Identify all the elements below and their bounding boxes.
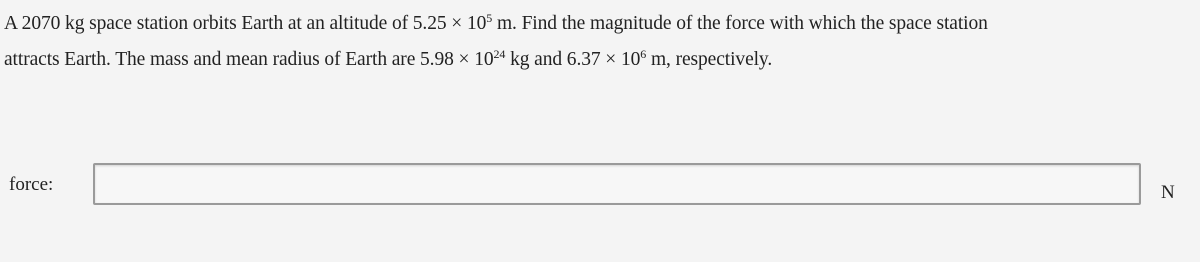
question-line-2-part-1: attracts Earth. The mass and mean radius of Earth are 5.98 × 10 bbox=[4, 49, 494, 70]
question-text bbox=[4, 6, 1198, 78]
exponent-altitude: 5 bbox=[486, 11, 493, 25]
question-line-2-part-3: m, respectively. bbox=[646, 49, 773, 70]
force-label: force: bbox=[9, 174, 54, 195]
force-answer-input[interactable] bbox=[93, 163, 1141, 205]
force-unit: N bbox=[1161, 182, 1175, 203]
question-line-1 bbox=[4, 6, 1198, 42]
question-line-2 bbox=[4, 42, 1198, 78]
exponent-earth-mass: 24 bbox=[493, 47, 506, 61]
question-line-2-part-2: kg and 6.37 × 10 bbox=[505, 49, 641, 70]
question-line-1-part-2: m. Find the magnitude of the force with which the space station bbox=[492, 13, 988, 34]
question-line-1-part-1: A 2070 kg space station orbits Earth at an altitude of 5.25 × 10 bbox=[4, 13, 487, 34]
exponent-earth-radius: 6 bbox=[640, 47, 647, 61]
